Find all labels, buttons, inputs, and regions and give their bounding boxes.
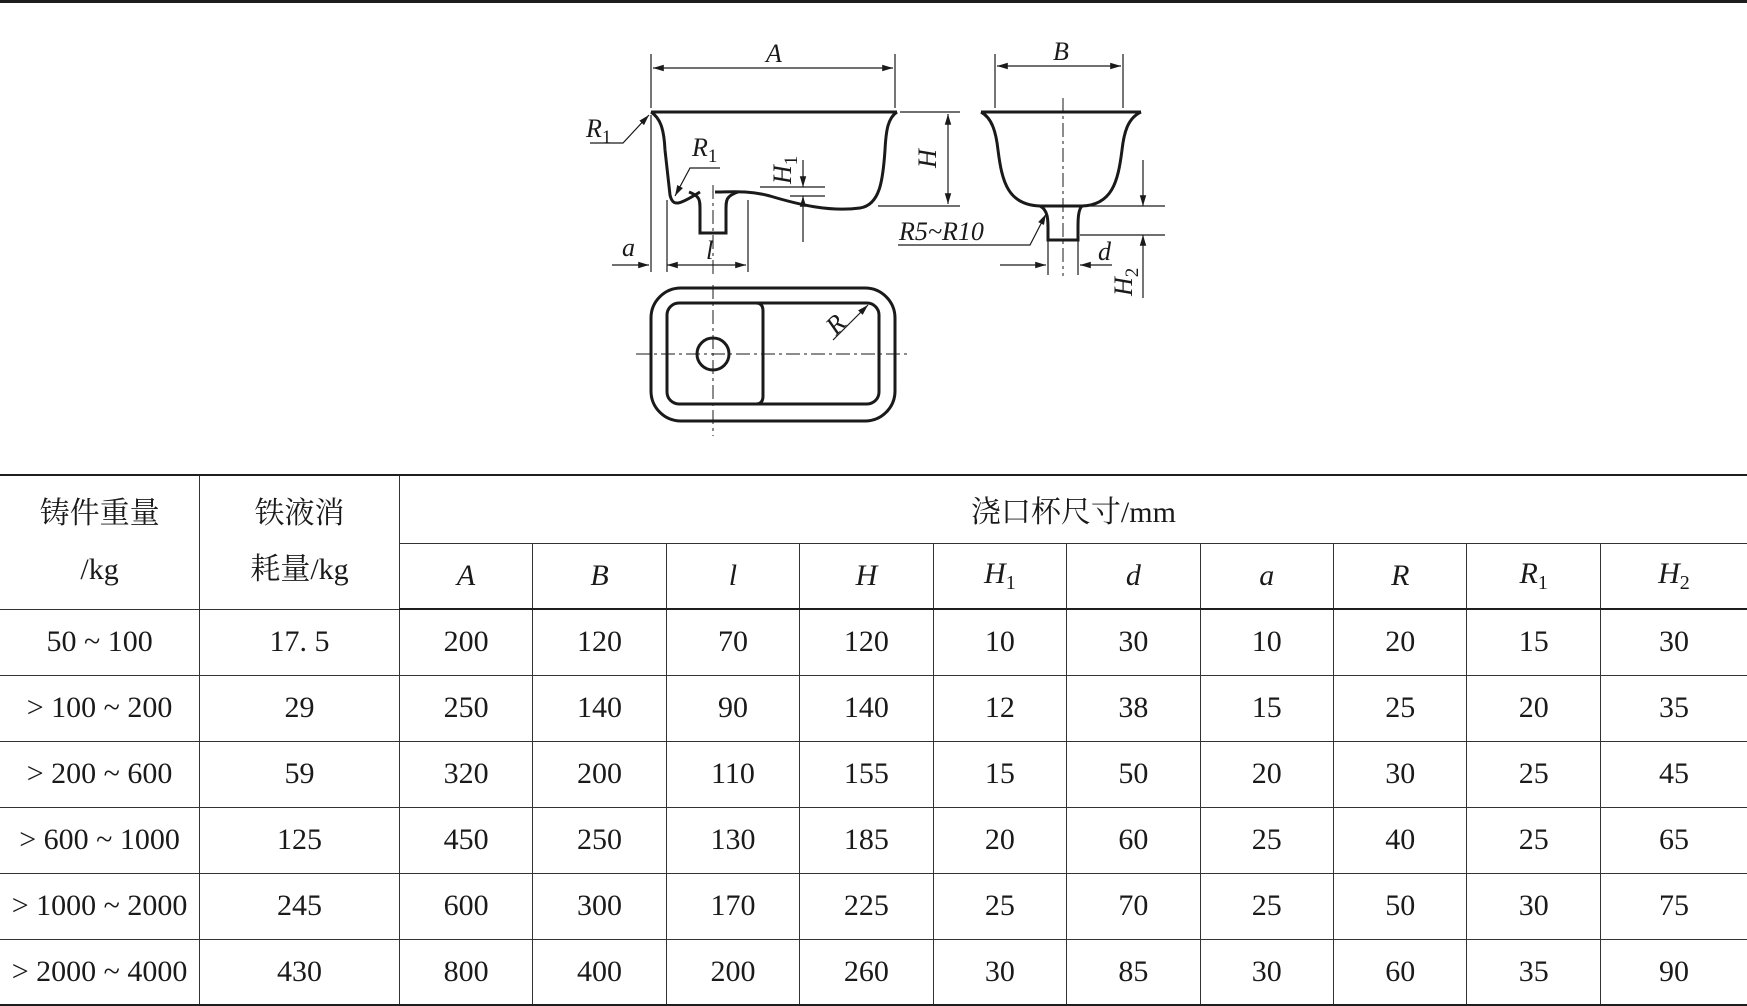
pouring-cup-drawing	[0, 0, 1747, 470]
cell-dim-value: 250	[533, 807, 666, 873]
label-H: H	[913, 149, 942, 168]
cell-dim-value: 15	[1467, 609, 1600, 675]
cell-dim-value: 185	[800, 807, 933, 873]
cell-dim-value: 90	[1600, 939, 1747, 1005]
cell-dim-value: 140	[533, 675, 666, 741]
cell-dim-value: 170	[666, 873, 799, 939]
cell-dim-value: 300	[533, 873, 666, 939]
cell-dim-value: 10	[1200, 609, 1333, 675]
table-row	[0, 675, 1747, 741]
header-consumption-line2: 耗量/kg	[250, 553, 349, 587]
cell-dim-value: 25	[1200, 807, 1333, 873]
dim-header-l: l	[666, 543, 799, 609]
cell-dim-value: 200	[666, 939, 799, 1005]
table-row	[0, 741, 1747, 807]
cell-dim-value: 250	[399, 675, 532, 741]
cell-dim-value: 65	[1600, 807, 1747, 873]
table-row	[0, 807, 1747, 873]
label-l: l	[706, 236, 714, 265]
cell-dim-value: 200	[533, 741, 666, 807]
cell-consumption: 125	[200, 807, 400, 873]
cell-dim-value: 50	[1334, 873, 1467, 939]
cell-dim-value: 45	[1600, 741, 1747, 807]
cell-dim-value: 30	[1600, 609, 1747, 675]
cell-dim-value: 20	[933, 807, 1066, 873]
cell-dim-value: 155	[800, 741, 933, 807]
table-row	[0, 939, 1747, 1005]
cell-dim-value: 30	[1334, 741, 1467, 807]
header-weight-line2: /kg	[80, 553, 119, 587]
cell-dim-value: 30	[1067, 609, 1200, 675]
label-R1-outer: $R_1$	[586, 114, 612, 148]
cell-dim-value: 20	[1467, 675, 1600, 741]
cell-dim-value: 38	[1067, 675, 1200, 741]
label-H2: $H_2$	[1109, 267, 1143, 296]
cell-dim-value: 60	[1067, 807, 1200, 873]
cell-dim-value: 130	[666, 807, 799, 873]
dim-header-R1: $R_1$	[1467, 543, 1600, 609]
cell-dim-value: 260	[800, 939, 933, 1005]
header-consumption-line1: 铁液消	[254, 497, 345, 531]
dim-header-d: d	[1067, 543, 1200, 609]
cell-dim-value: 200	[399, 609, 532, 675]
dim-header-H1: $H_1$	[933, 543, 1066, 609]
cell-dim-value: 70	[1067, 873, 1200, 939]
cell-consumption: 59	[200, 741, 400, 807]
cell-dim-value: 35	[1600, 675, 1747, 741]
cell-weight: > 100 ~ 200	[0, 675, 200, 741]
cell-consumption: 17. 5	[200, 609, 400, 675]
cell-weight: > 200 ~ 600	[0, 741, 200, 807]
cell-dim-value: 320	[399, 741, 532, 807]
cell-dim-value: 600	[399, 873, 532, 939]
cell-dim-value: 450	[399, 807, 532, 873]
header-consumption	[200, 475, 400, 609]
label-R1-inner: $R_1$	[692, 133, 718, 167]
cell-dim-value: 20	[1200, 741, 1333, 807]
label-H1: $H_1$	[768, 155, 802, 184]
cell-dim-value: 25	[1467, 741, 1600, 807]
dim-header-R: R	[1334, 543, 1467, 609]
cell-dim-value: 70	[666, 609, 799, 675]
header-cup-size: 浇口杯尺寸/mm	[399, 475, 1747, 543]
table-row	[0, 609, 1747, 675]
label-d: d	[1098, 237, 1111, 266]
dim-header-a: a	[1200, 543, 1333, 609]
label-a: a	[622, 233, 635, 262]
cell-dim-value: 60	[1334, 939, 1467, 1005]
cell-dim-value: 40	[1334, 807, 1467, 873]
cell-weight: 50 ~ 100	[0, 609, 200, 675]
label-R: R	[819, 308, 852, 341]
pouring-cup-dimension-table	[0, 474, 1747, 1006]
header-row-1	[0, 475, 1747, 543]
side-view	[898, 54, 1165, 298]
cell-dim-value: 90	[666, 675, 799, 741]
cell-dim-value: 25	[1334, 675, 1467, 741]
label-B: B	[1053, 37, 1069, 66]
cell-consumption: 29	[200, 675, 400, 741]
cell-dim-value: 30	[1467, 873, 1600, 939]
cell-dim-value: 30	[1200, 939, 1333, 1005]
cell-dim-value: 120	[533, 609, 666, 675]
cell-dim-value: 110	[666, 741, 799, 807]
cell-weight: > 1000 ~ 2000	[0, 873, 200, 939]
header-weight	[0, 475, 200, 609]
cell-dim-value: 225	[800, 873, 933, 939]
cell-consumption: 245	[200, 873, 400, 939]
cell-consumption: 430	[200, 939, 400, 1005]
label-R5-R10: R5~R10	[899, 217, 984, 246]
cell-dim-value: 140	[800, 675, 933, 741]
label-A: A	[766, 39, 782, 68]
table-row	[0, 873, 1747, 939]
cell-dim-value: 15	[933, 741, 1066, 807]
cell-weight: > 600 ~ 1000	[0, 807, 200, 873]
cell-dim-value: 800	[399, 939, 532, 1005]
cell-dim-value: 30	[933, 939, 1066, 1005]
header-weight-line1: 铸件重量	[39, 497, 160, 531]
cell-dim-value: 25	[1467, 807, 1600, 873]
cell-dim-value: 50	[1067, 741, 1200, 807]
cell-dim-value: 10	[933, 609, 1066, 675]
plan-view	[636, 285, 908, 436]
cell-dim-value: 20	[1334, 609, 1467, 675]
dim-header-H: H	[800, 543, 933, 609]
cell-dim-value: 120	[800, 609, 933, 675]
cell-dim-value: 12	[933, 675, 1066, 741]
cell-dim-value: 400	[533, 939, 666, 1005]
cell-weight: > 2000 ~ 4000	[0, 939, 200, 1005]
dim-header-B: B	[533, 543, 666, 609]
dim-header-A: A	[399, 543, 532, 609]
dim-header-H2: $H_2$	[1600, 543, 1747, 609]
cell-dim-value: 35	[1467, 939, 1600, 1005]
cell-dim-value: 15	[1200, 675, 1333, 741]
cell-dim-value: 25	[1200, 873, 1333, 939]
cell-dim-value: 25	[933, 873, 1066, 939]
cell-dim-value: 85	[1067, 939, 1200, 1005]
cell-dim-value: 75	[1600, 873, 1747, 939]
